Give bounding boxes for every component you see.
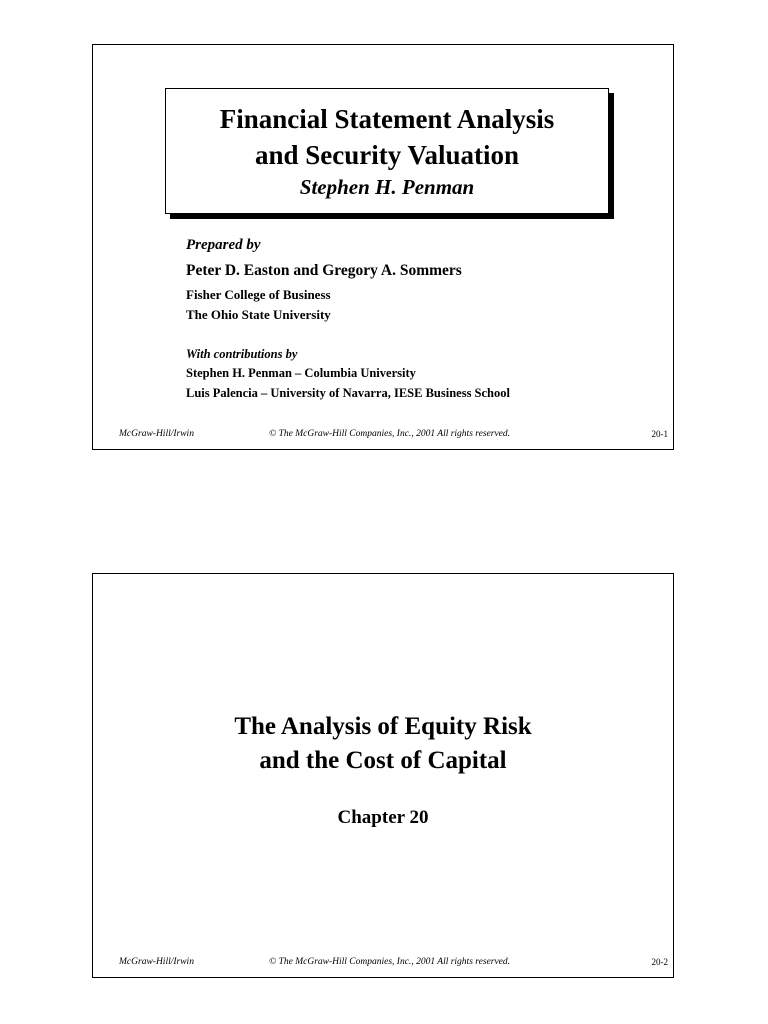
footer-publisher: McGraw-Hill/Irwin <box>119 429 194 439</box>
footer-publisher: McGraw-Hill/Irwin <box>119 957 194 967</box>
chapter-number: Chapter 20 <box>337 807 429 828</box>
contributor-1: Stephen H. Penman – Columbia University <box>186 366 416 380</box>
preparers-names: Peter D. Easton and Gregory A. Sommers <box>186 262 462 279</box>
credits-block <box>186 235 656 403</box>
chapter-title-line-1: The Analysis of Equity Risk <box>234 713 532 740</box>
footer-page-number: 20-2 <box>651 957 668 967</box>
book-title-line-2: and Security Valuation <box>254 140 520 170</box>
slide-1 <box>92 44 674 450</box>
footer-copyright: © The McGraw-Hill Companies, Inc., 2001 All rights reserved. <box>269 429 511 439</box>
chapter-title-line-2: and the Cost of Capital <box>259 747 507 774</box>
chapter-title-block <box>93 710 673 830</box>
book-title-line-1: Financial Statement Analysis <box>219 104 555 134</box>
book-title-box <box>165 88 609 214</box>
footer-copyright: © The McGraw-Hill Companies, Inc., 2001 All rights reserved. <box>269 957 511 967</box>
affiliation-university: The Ohio State University <box>186 307 331 322</box>
prepared-by-label: Prepared by <box>186 237 261 253</box>
contributor-2: Luis Palencia – University of Navarra, IESE Business School <box>186 386 510 400</box>
book-author: Stephen H. Penman <box>299 175 475 199</box>
slide-2 <box>92 573 674 978</box>
slide-1-footer <box>93 429 673 443</box>
affiliation-college: Fisher College of Business <box>186 287 331 302</box>
footer-page-number: 20-1 <box>651 429 668 439</box>
contributions-label: With contributions by <box>186 347 298 361</box>
slide-2-footer <box>93 957 673 971</box>
